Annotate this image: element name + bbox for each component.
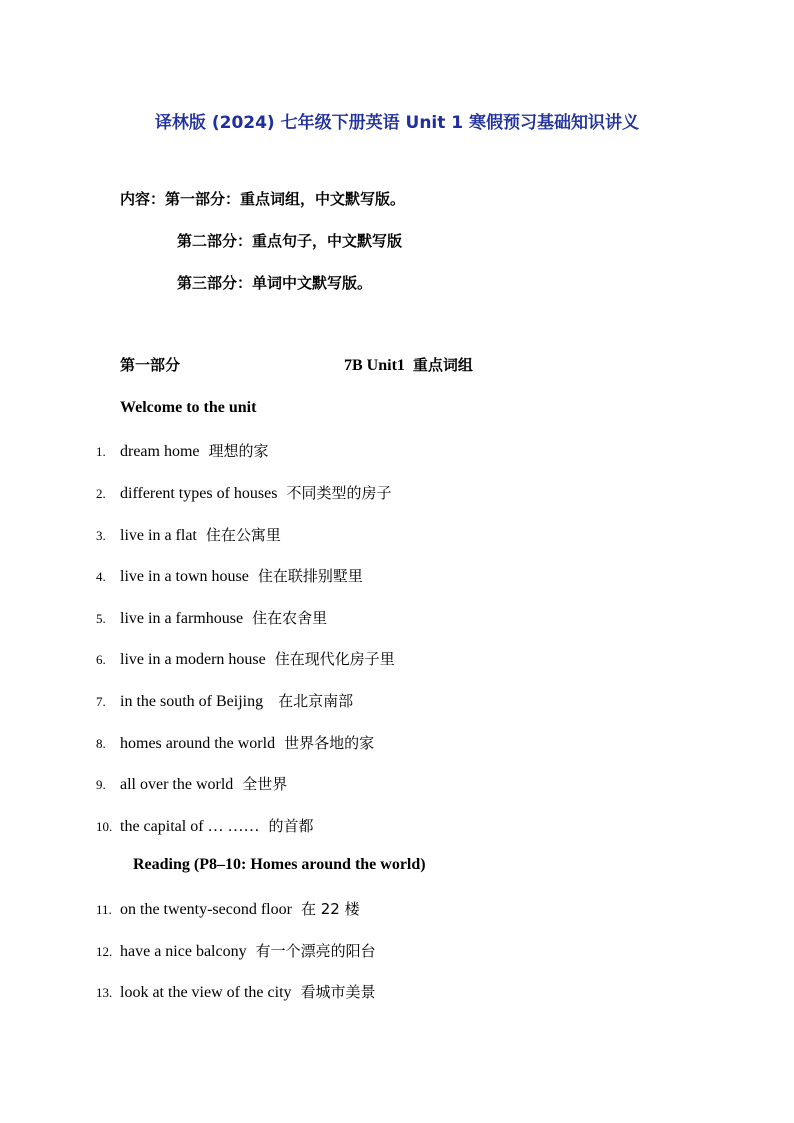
item-english-text: the capital of … …… bbox=[120, 818, 260, 835]
part1-label: 第一部分 bbox=[120, 356, 181, 374]
item-english bbox=[120, 940, 376, 961]
item-english-text: dream home bbox=[120, 443, 200, 460]
item-number: 2. bbox=[96, 486, 106, 501]
item-number: 5. bbox=[96, 611, 106, 626]
item-number: 9. bbox=[96, 777, 106, 792]
item-number: 7. bbox=[96, 694, 106, 709]
item-chinese: 不同类型的房子 bbox=[286, 484, 392, 502]
item-english-text: all over the world bbox=[120, 776, 234, 793]
item-english bbox=[120, 732, 374, 753]
item-english bbox=[120, 565, 363, 586]
item-english-text: have a nice balcony bbox=[120, 943, 247, 960]
contents-line-1: 内容：第一部分：重点词组，中文默写版。 bbox=[120, 190, 406, 208]
item-english-text: look at the view of the city bbox=[120, 984, 292, 1001]
item-english bbox=[120, 607, 327, 628]
item-number: 11. bbox=[96, 902, 112, 917]
item-number: 8. bbox=[96, 736, 106, 751]
item-english bbox=[120, 690, 353, 711]
item-number: 12. bbox=[96, 944, 113, 959]
item-chinese: 的首都 bbox=[268, 817, 314, 835]
item-english bbox=[120, 898, 360, 919]
item-english bbox=[120, 482, 391, 503]
item-english bbox=[120, 648, 395, 669]
item-number: 3. bbox=[96, 528, 106, 543]
item-english bbox=[120, 815, 314, 836]
part1-unit: 7B Unit1 bbox=[344, 357, 405, 374]
item-chinese: 看城市美景 bbox=[300, 983, 376, 1001]
item-english bbox=[120, 981, 376, 1002]
contents-line-3: 第三部分：单词中文默写版。 bbox=[177, 274, 373, 292]
item-chinese: 有一个漂亮的阳台 bbox=[255, 942, 376, 960]
item-number: 4. bbox=[96, 569, 106, 584]
item-english-text: live in a flat bbox=[120, 527, 197, 544]
item-chinese: 世界各地的家 bbox=[284, 734, 375, 752]
part1-unit-cn: 重点词组 bbox=[412, 356, 473, 374]
section-welcome: Welcome to the unit bbox=[120, 399, 257, 416]
item-english-text: different types of houses bbox=[120, 485, 278, 502]
item-english-text: live in a town house bbox=[120, 568, 249, 585]
item-number: 1. bbox=[96, 444, 106, 459]
contents-line-2: 第二部分：重点句子，中文默写版 bbox=[177, 232, 403, 250]
item-chinese: 在北京南部 bbox=[278, 692, 354, 710]
section-reading: Reading (P8–10: Homes around the world) bbox=[133, 856, 426, 873]
item-chinese: 住在公寓里 bbox=[205, 526, 281, 544]
item-english bbox=[120, 524, 281, 545]
document-title: 译林版 (2024) 七年级下册英语 Unit 1 寒假预习基础知识讲义 bbox=[154, 113, 640, 133]
item-english-text: on the twenty-second floor bbox=[120, 901, 292, 918]
item-number: 10. bbox=[96, 819, 113, 834]
item-number: 6. bbox=[96, 652, 106, 667]
item-english-text: in the south of Beijing bbox=[120, 693, 264, 710]
item-chinese: 理想的家 bbox=[208, 442, 269, 460]
item-chinese: 在 22 楼 bbox=[300, 900, 360, 918]
item-english-text: homes around the world bbox=[120, 735, 276, 752]
part1-unit-heading bbox=[344, 354, 473, 375]
item-number: 13. bbox=[96, 985, 113, 1000]
item-chinese: 住在农舍里 bbox=[252, 609, 328, 627]
item-english-text: live in a modern house bbox=[120, 651, 266, 668]
item-english bbox=[120, 440, 269, 461]
item-english bbox=[120, 773, 287, 794]
item-chinese: 住在联排别墅里 bbox=[257, 567, 363, 585]
item-chinese: 住在现代化房子里 bbox=[274, 650, 395, 668]
item-chinese: 全世界 bbox=[242, 775, 288, 793]
item-english-text: live in a farmhouse bbox=[120, 610, 244, 627]
